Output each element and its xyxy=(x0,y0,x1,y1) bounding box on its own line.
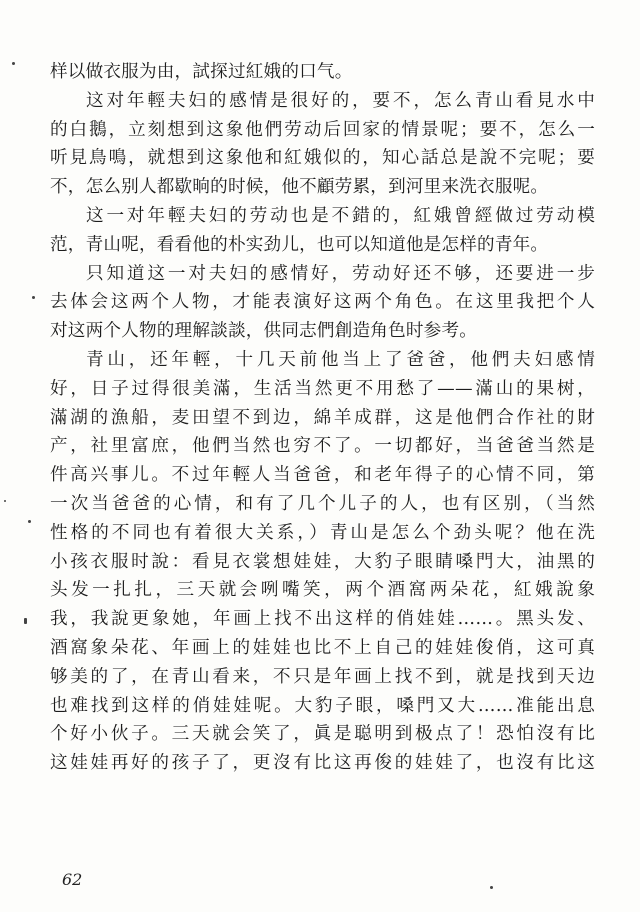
text-line: 好，日子过得很美滿，生活当然更不用愁了——滿山的果树， xyxy=(50,378,595,399)
text-line: 去体会这两个人物，才能表演好这两个角色。在这里我把个人 xyxy=(50,292,595,313)
text-line: 个好小伙子。三天就会笑了，眞是聪明到极点了！恐怕沒有比 xyxy=(50,724,595,745)
text-line: 酒窩象朵花、年画上的娃娃也比不上自己的娃娃俊俏，这可真 xyxy=(50,637,595,658)
text-line: 件高兴事儿。不过年輕人当爸爸，和老年得子的心情不同，第 xyxy=(50,465,595,486)
page-number: 62 xyxy=(62,870,83,889)
scan-speck xyxy=(4,500,6,502)
scan-speck xyxy=(32,296,35,299)
scan-speck xyxy=(490,886,493,889)
text-line: 听見鳥鳴，就想到这象他和紅娥似的，知心話总是說不完呢；要 xyxy=(50,148,595,169)
body-text xyxy=(50,58,595,778)
scan-speck xyxy=(28,520,31,523)
text-line: 小孩衣服时說：看見衣裳想娃娃，大豹子眼睛嗓門大，油黑的 xyxy=(50,551,595,572)
scan-speck xyxy=(24,618,27,624)
text-line: 够美的了，在青山看来，不只是年画上找不到，就是找到天边 xyxy=(50,666,595,687)
text-line: 的白鵝，立刻想到这象他們劳动后回家的情景呢；要不，怎么一 xyxy=(50,119,595,140)
text-line: 范，青山呢，看看他的朴实劲儿，也可以知道他是怎样的青年。 xyxy=(50,234,549,255)
text-line: 产，社里富庶，他們当然也穷不了。一切都好，当爸爸当然是 xyxy=(50,436,595,457)
text-line: 头发一扎扎，三天就会咧嘴笑，两个酒窩两朵花，紅娥說象 xyxy=(50,580,595,601)
text-line: 样以做衣服为由，試探过紅娥的口气。 xyxy=(50,62,353,82)
text-line: 一次当爸爸的心情，和有了几个儿子的人，也有区别，（当然 xyxy=(50,493,595,514)
text-line: 不，怎么别人都歇晌的时候，他不顧劳累，到河里来洗衣服呢。 xyxy=(50,177,549,198)
text-line: 滿湖的漁船，麦田望不到边，綿羊成群，这是他們合作社的財 xyxy=(50,407,595,428)
text-line: 性格的不同也有着很大关系，）青山是怎么个劲头呢？他在洗 xyxy=(50,522,595,543)
text-line: 只知道这一对夫妇的感情好，劳动好还不够，还要进一步 xyxy=(86,263,595,284)
text-line: 这娃娃再好的孩子了，更沒有比这再俊的娃娃了，也沒有比这 xyxy=(50,753,595,774)
text-line: 也难找到这样的俏娃娃呢。大豹子眼，嗓門又大……准能出息 xyxy=(50,695,595,716)
scan-speck xyxy=(12,62,15,65)
text-line: 这一对年輕夫妇的劳动也是不錯的，紅娥曾經做过劳动模 xyxy=(86,205,595,226)
text-line: 对这两个人物的理解談談，供同志們創造角色时参考。 xyxy=(50,321,478,342)
text-line: 我，我說更象她，年画上找不出这样的俏娃娃……。黑头发、 xyxy=(50,609,595,630)
text-line: 青山，还年輕，十几天前他当上了爸爸，他們夫妇感情 xyxy=(86,349,595,370)
text-line: 这对年輕夫妇的感情是很好的，要不，怎么青山看見水中 xyxy=(86,90,595,111)
